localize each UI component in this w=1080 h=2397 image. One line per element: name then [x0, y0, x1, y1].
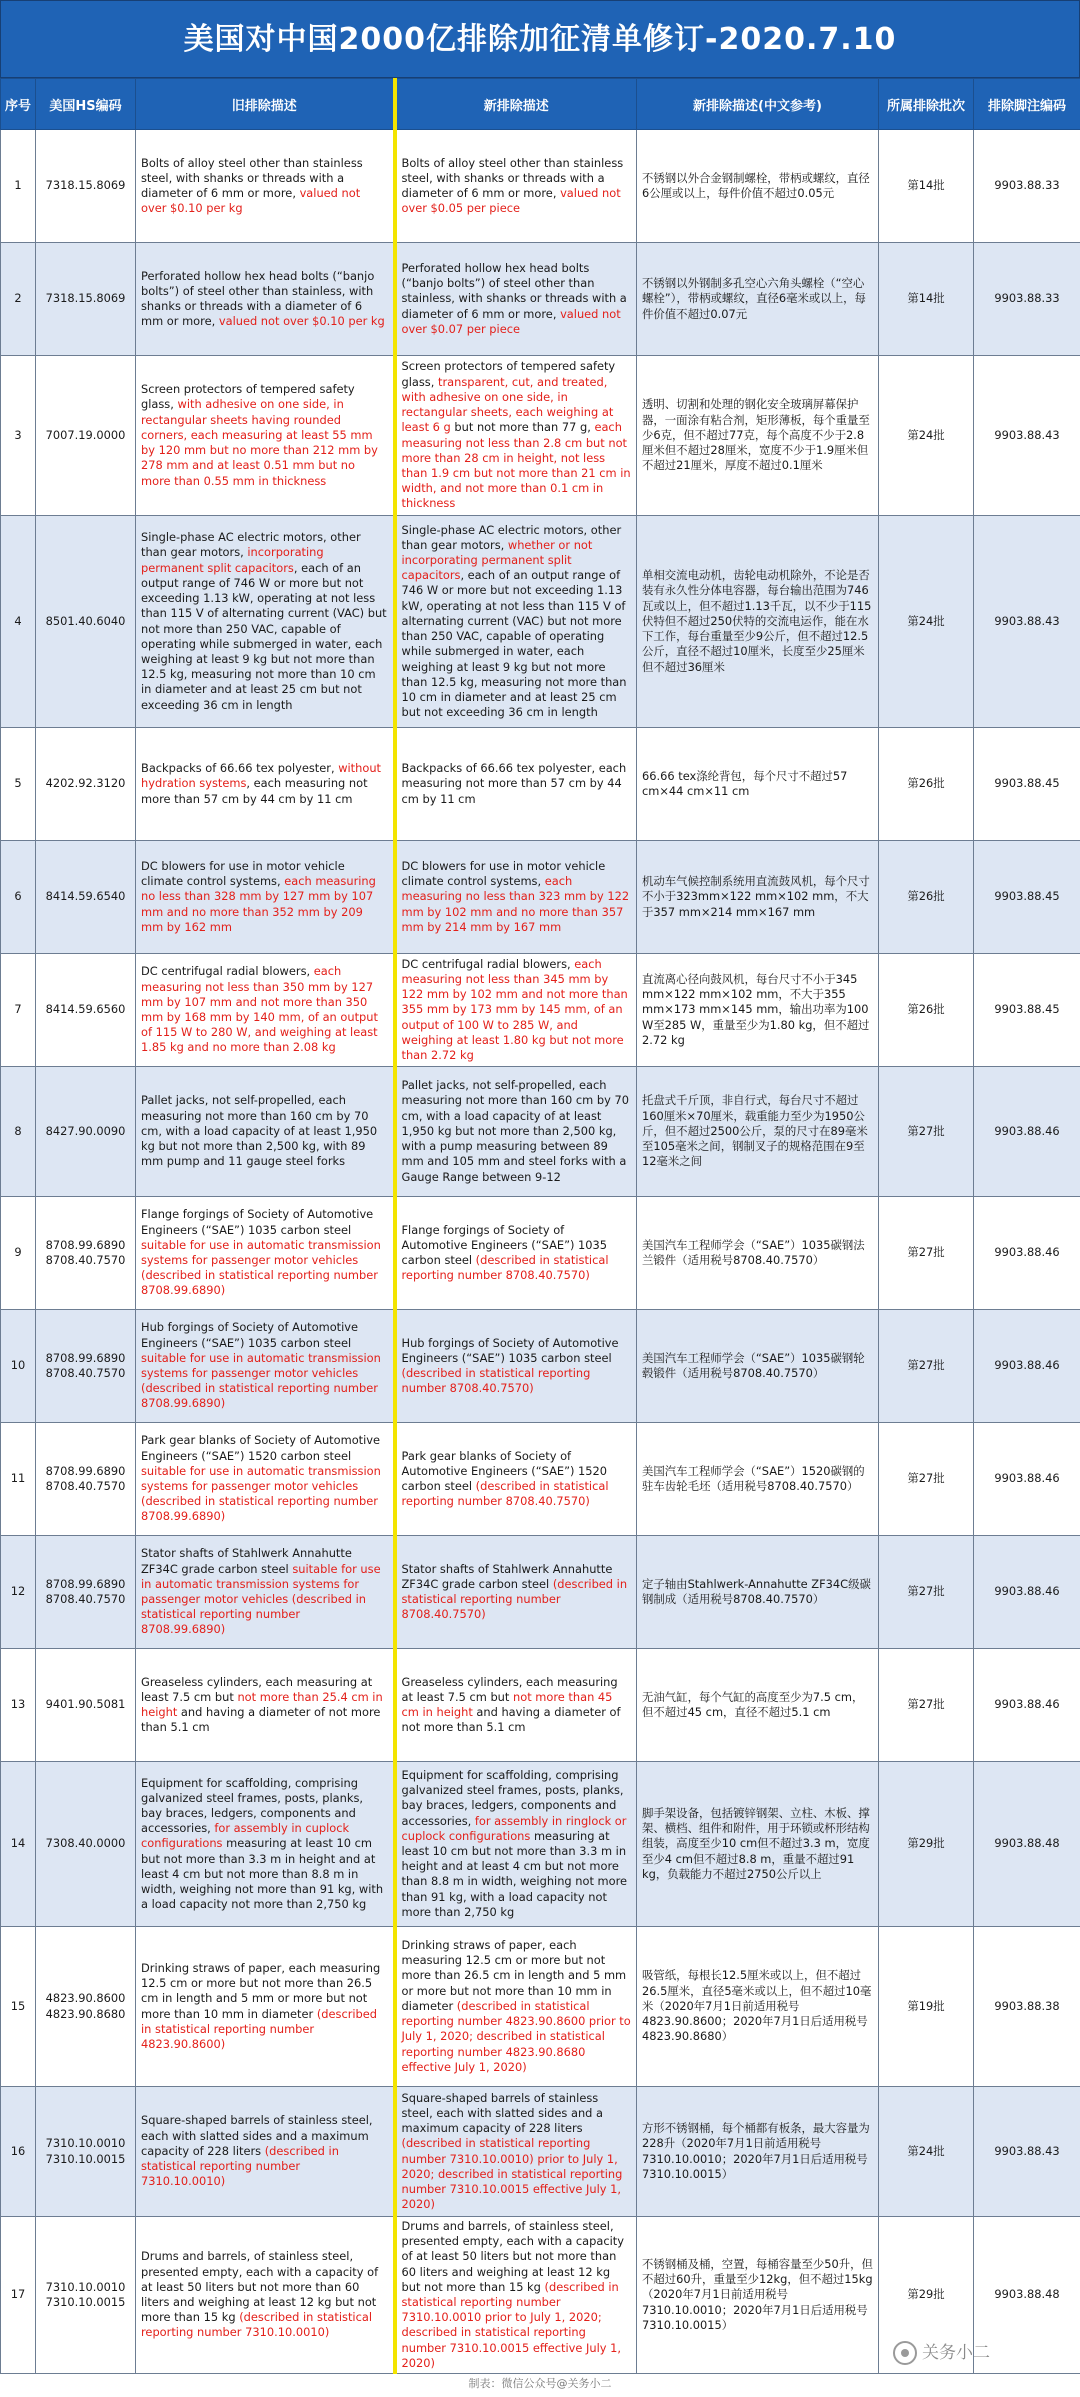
footnote-code: 9903.88.46 [974, 1197, 1080, 1310]
table-row [1, 1536, 1080, 1649]
new-description-cn: 方形不锈钢桶，每个桶都有板条，最大容量为228升（2020年7月1日前适用税号7310.10.0010；2020年7月1日后适用税号7310.10.0015） [637, 2087, 879, 2217]
new-description-cn: 脚手架设备，包括镀锌钢架、立柱、木板、撑架、横档、组件和附件，用于环锁或杯形结构组装，高度至少10 cm但不超过3.3 m，宽度至少4 cm但不超过8.8 m，重量不超过91 kg，负载能力不超过2750公斤以上 [637, 1762, 879, 1927]
changed-text: (described in statistical reporting number 8708.40.7570) [401, 1576, 628, 1622]
hs-code-cell [36, 1927, 136, 2087]
changed-text: each measuring no less than 328 mm by 127 mm by 107 mm and no more than 352 mm by 209 mm by 162 mm [141, 874, 376, 934]
hs-code-cell [36, 1536, 136, 1649]
description-text: Flange forgings of Society of Automotive Engineers (“SAE”) 1035 carbon steel [141, 1207, 374, 1237]
table-row [1, 1927, 1080, 2087]
hs-code: 7310.10.0010 [45, 2279, 126, 2294]
new-description-cn: 吸管纸，每根长12.5厘米或以上，但不超过26.5厘米，直径5毫米或以上，但不超过10毫米（2020年7月1日前适用税号4823.90.8600；2020年7月1日后适用税号4823.90.8680） [637, 1927, 879, 2087]
hs-code: 4202.92.3120 [45, 776, 126, 791]
changed-text: whether or not incorporating permanent split capacitors [401, 537, 593, 583]
hs-code-cell [36, 1762, 136, 1927]
table-row [1, 516, 1080, 728]
hs-code-cell [36, 841, 136, 954]
table-row [1, 728, 1080, 841]
footnote-code: 9903.88.46 [974, 1649, 1080, 1762]
new-description-cn: 66.66 tex涤纶背包，每个尺寸不超过57 cm×44 cm×11 cm [637, 728, 879, 841]
table-row [1, 130, 1080, 243]
old-description [136, 356, 395, 516]
row-number: 14 [1, 1762, 36, 1927]
description-text: DC centrifugal radial blowers, [401, 956, 575, 971]
table-row [1, 2087, 1080, 2217]
hs-code-cell [36, 1423, 136, 1536]
watermark [893, 2338, 1073, 2368]
batch: 第27批 [879, 1067, 974, 1197]
hs-code: 8708.99.6890 [45, 1350, 126, 1365]
changed-text: incorporating permanent split capacitors [141, 545, 324, 575]
old-description [136, 1197, 395, 1310]
row-number: 13 [1, 1649, 36, 1762]
footer-credit: 制表：微信公众号@关务小二 [468, 2377, 612, 2390]
changed-text: (described in statistical reporting number 4823.90.8600) [141, 2006, 378, 2051]
description-text: Backpacks of 66.66 tex polyester, each measuring not more than 57 cm by 44 cm by 11 cm [401, 761, 627, 806]
description-text: Stator shafts of Stahlwerk Annahutte ZF34C grade carbon steel [141, 1546, 352, 1576]
changed-text: valued not over $0.07 per piece [401, 306, 621, 336]
changed-text: for assembly in cuplock configurations [141, 1821, 350, 1851]
new-description-cn: 直流离心径向鼓风机，每台尺寸不小于345 mm×122 mm×102 mm，不大于355 mm×173 mm×145 mm，输出功率为100 W至285 W，重量至少为1.80 kg，但不超过2.72 kg [637, 954, 879, 1067]
footnote-code: 9903.88.43 [974, 2087, 1080, 2217]
old-description [136, 1927, 395, 2087]
description-text: DC blowers for use in motor vehicle climate control systems, [141, 858, 345, 889]
description-text: DC centrifugal radial blowers, [141, 964, 314, 979]
footnote-code: 9903.88.48 [974, 2217, 1080, 2374]
footnote-code: 9903.88.45 [974, 728, 1080, 841]
new-description-cn: 美国汽车工程师学会（“SAE”）1520碳钢的驻车齿轮毛坯（适用税号8708.40.7570） [637, 1423, 879, 1536]
new-description [395, 1927, 637, 2087]
hs-code: 4823.90.8600 [45, 1991, 126, 2006]
hs-code: 8708.99.6890 [45, 1463, 126, 1478]
description-text: Screen protectors of tempered safety glass, [141, 382, 355, 412]
description-text: Hub forgings of Society of Automotive Engineers (“SAE”) 1035 carbon steel [141, 1320, 359, 1350]
footnote-code: 9903.88.46 [974, 1423, 1080, 1536]
description-text: , each of an output range of 746 W or more but not exceeding 1.13 kW, operating at not less than 115 V of alternating current (VAC) but not more than 250 VAC, capable of operating while submerged in water, each weighing at least 9 kg but not more than 12.5 kg, measuring not more than 10 cm in diameter and at least 25 cm but not exceeding 36 cm in length [401, 568, 627, 720]
description-text: Drinking straws of paper, each measuring 12.5 cm or more but not more than 26.5 cm in length and 5 mm or more but not more than 10 mm in diameter [401, 1938, 627, 2013]
changed-text: (described in statistical reporting number 8708.40.7570) [401, 1253, 609, 1283]
hs-code: 8501.40.6040 [45, 613, 126, 628]
changed-text: (described in statistical reporting number 8708.40.7570) [401, 1479, 609, 1509]
old-description [136, 1649, 395, 1762]
footnote-code: 9903.88.45 [974, 954, 1080, 1067]
hs-code: 8427.90.0090 [45, 1123, 126, 1138]
new-description [395, 1423, 637, 1536]
description-text: Perforated hollow hex head bolts (“banjo bolts”) of steel other than stainless, with shanks or threads with a diameter of 6 mm or more, [141, 268, 375, 329]
hs-code: 7310.10.0015 [45, 2151, 126, 2166]
footnote-code: 9903.88.38 [974, 1927, 1080, 2087]
description-text: and having a diameter of not more than 5.1 cm [141, 1705, 381, 1735]
batch: 第14批 [879, 243, 974, 356]
changed-text: (described in statistical reporting number 7310.10.0010 prior to July 1, 2020; described in statistical reporting number 7310.10.0015 effective July 1, 2020) [401, 2279, 622, 2370]
old-description [136, 1067, 395, 1197]
hs-code-cell [36, 728, 136, 841]
hs-code: 7318.15.8069 [45, 178, 126, 193]
new-description-cn: 美国汽车工程师学会（“SAE”）1035碳钢轮毂锻件（适用税号8708.40.7570） [637, 1310, 879, 1423]
new-description-cn: 透明、切割和处理的钢化安全玻璃屏幕保护器，一面涂有粘合剂，矩形薄板，每个重量至少6克，但不超过77克，每个高度不少于2.8厘米但不超过28厘米，宽度不少于1.9厘米但不超过21厘米，厚度不超过0.1厘米 [637, 356, 879, 516]
table-header-row [1, 79, 1080, 130]
batch: 第19批 [879, 1927, 974, 2087]
old-description [136, 841, 395, 954]
description-text: Stator shafts of Stahlwerk Annahutte ZF34C grade carbon steel [401, 1561, 613, 1591]
footnote-code: 9903.88.43 [974, 356, 1080, 516]
new-description-cn: 不锈钢以外合金钢制螺栓，带柄或螺纹，直径6公厘或以上，每件价值不超过0.05元 [637, 130, 879, 243]
row-number: 10 [1, 1310, 36, 1423]
hs-code: 8414.59.6560 [45, 1002, 126, 1017]
old-description [136, 516, 395, 728]
description-text: Flange forgings of Society of Automotive Engineers (“SAE”) 1035 carbon steel [401, 1222, 608, 1267]
new-description [395, 2217, 637, 2374]
row-number: 11 [1, 1423, 36, 1536]
table-row [1, 356, 1080, 516]
new-description-cn: 托盘式千斤顶，非自行式，每台尺寸不超过160厘米×70厘米，载重能力至少为1950公斤，但不超过2500公斤，泵的尺寸在89毫米至105毫米之间，钢制叉子的规格范围在9至12毫米之间 [637, 1067, 879, 1197]
description-text: Drinking straws of paper, each measuring 12.5 cm or more but not more than 26.5 cm in length and 5 mm or more but not more than 10 mm in diameter [141, 1960, 381, 2021]
table-row [1, 243, 1080, 356]
description-text: Park gear blanks of Society of Automotive Engineers (“SAE”) 1520 carbon steel [401, 1448, 608, 1493]
changed-text: (described in statistical reporting number 4823.90.8600 prior to July 1, 2020; described in statistical reporting number 4823.90.8680 effective July 1, 2020) [401, 1998, 631, 2074]
hs-code-cell [36, 2087, 136, 2217]
changed-text: without hydration systems [141, 761, 382, 791]
batch: 第26批 [879, 841, 974, 954]
new-description [395, 841, 637, 954]
description-text: measuring at least 10 cm but not more than 3.3 m in height and at least 4 cm but not more than 8.8 m in width, weighing not more than 91 kg, with a load capacity not more than 2,750 kg [401, 1828, 628, 1919]
batch: 第27批 [879, 1649, 974, 1762]
changed-text: each measuring not less than 345 mm by 122 mm by 102 mm and not more than 355 mm by 173 mm by 145 mm, of an output of 100 W to 285 W, and weighing at least 1.80 kg but not more than 2.72 kg [401, 956, 628, 1062]
page-title: 美国对中国2000亿排除加征清单修订-2020.7.10 [0, 0, 1080, 78]
header-batch: 所属排除批次 [879, 79, 974, 130]
old-description [136, 243, 395, 356]
description-text: Greaseless cylinders, each measuring at least 7.5 cm but [401, 1674, 618, 1704]
description-text: Pallet jacks, not self-propelled, each measuring not more than 160 cm by 70 cm, with a load capacity of at least 1,950 kg but not more than 2,500 kg, with 89 mm pump and 11 gauge steel forks [141, 1093, 378, 1169]
old-description [136, 1762, 395, 1927]
header-old-description: 旧排除描述 [136, 79, 395, 130]
batch: 第24批 [879, 516, 974, 728]
changed-text: each measuring not less than 350 mm by 127 mm by 107 mm and not more than 350 mm by 168 mm by 140 mm, of an output of 115 W to 280 W, and weighing at least 1.85 kg and no more than 2.08 kg [141, 964, 378, 1055]
changed-text: valued not over $0.10 per kg [141, 186, 361, 216]
table-row [1, 1649, 1080, 1762]
footnote-code: 9903.88.45 [974, 841, 1080, 954]
new-description [395, 1649, 637, 1762]
hs-code: 7318.15.8069 [45, 291, 126, 306]
hs-code: 8708.40.7570 [45, 1592, 126, 1606]
row-number: 6 [1, 841, 36, 954]
description-text: Drums and barrels, of stainless steel, presented empty, each with a capacity of at least 50 liters but not more than 60 liters and weighing at least 12 kg but not more than 15 kg [141, 2249, 379, 2325]
table-row [1, 1067, 1080, 1197]
hs-code-cell [36, 1197, 136, 1310]
footnote-code: 9903.88.33 [974, 130, 1080, 243]
exclusion-table [0, 78, 1080, 2374]
footnote-code: 9903.88.46 [974, 1536, 1080, 1649]
hs-code: 7308.40.0000 [45, 1836, 126, 1851]
description-text: Single-phase AC electric motors, other than gear motors, [141, 530, 361, 560]
row-number: 4 [1, 516, 36, 728]
header-hs-code: 美国HS编码 [36, 79, 136, 130]
old-description [136, 2087, 395, 2217]
row-number: 3 [1, 356, 36, 516]
new-description [395, 954, 637, 1067]
old-description [136, 954, 395, 1067]
hs-code: 7310.10.0015 [45, 2295, 126, 2310]
changed-text: each measuring not less than 2.8 cm but not more than 28 cm in height, not less than 1.9 cm but not more than 21 cm in width, and not more than 0.1 cm in thickness [401, 420, 631, 511]
description-text: but not more than 77 g, [450, 420, 595, 435]
description-text: Equipment for scaffolding, comprising galvanized steel frames, posts, planks, bay braces, ledgers, components and accessories, [141, 1775, 363, 1836]
row-number: 17 [1, 2217, 36, 2374]
hs-code-cell [36, 243, 136, 356]
hs-code: 8708.40.7570 [45, 1479, 126, 1493]
row-number: 7 [1, 954, 36, 1067]
new-description [395, 728, 637, 841]
hs-code-cell [36, 1649, 136, 1762]
changed-text: (described in statistical reporting number 7310.10.0010) prior to July 1, 2020; described in statistical reporting number 7310.10.0015 effective July 1, 2020) [401, 2136, 623, 2212]
changed-text: not more than 25.4 cm in height [141, 1689, 383, 1719]
row-number: 8 [1, 1067, 36, 1197]
description-text: and having a diameter of not more than 5.1 cm [401, 1705, 621, 1735]
hs-code-cell [36, 1310, 136, 1423]
hs-code: 7310.10.0010 [45, 2136, 126, 2151]
row-number: 1 [1, 130, 36, 243]
description-text: Park gear blanks of Society of Automotive Engineers (“SAE”) 1520 carbon steel [141, 1433, 381, 1463]
changed-text: not more than 45 cm in height [401, 1689, 613, 1719]
hs-code: 8708.99.6890 [45, 1237, 126, 1252]
changed-text: suitable for use in automatic transmission systems for passenger motor vehicles (described in statistical reporting number 8708.99.6890) [141, 1463, 381, 1524]
batch: 第24批 [879, 2087, 974, 2217]
description-text: Equipment for scaffolding, comprising galvanized steel frames, posts, planks, bay braces, ledgers, components and accessories, [401, 1767, 624, 1828]
footnote-code: 9903.88.46 [974, 1067, 1080, 1197]
row-number: 9 [1, 1197, 36, 1310]
hs-code: 8414.59.6540 [45, 889, 126, 904]
description-text: Square-shaped barrels of stainless steel, each with slatted sides and a maximum capacity of 228 liters [141, 2113, 373, 2158]
hs-code: 4823.90.8680 [45, 2006, 126, 2021]
description-text: Bolts of alloy steel other than stainless steel, with shanks or threads with a diameter of 6 mm or more, [141, 155, 363, 200]
new-description [395, 1310, 637, 1423]
description-text: , each of an output range of 746 W or more but not exceeding 1.13 kW, operating at not less than 115 V of alternating current (VAC) but not more than 250 VAC, capable of operating while submerged in water, each weighing at least 9 kg but not more than 12.5 kg, measuring not more than 10 cm in diameter and at least 25 cm but not exceeding 36 cm in length [141, 560, 387, 712]
changed-text: (described in statistical reporting number 7310.10.0010) [141, 2143, 339, 2189]
description-text: Pallet jacks, not self-propelled, each measuring not more than 160 cm by 70 cm, with a load capacity of at least 1,950 kg but not more than 2,500 kg, with a pump measuring between 89 mm and 105 mm and steel forks with a Gauge Range between 9-12 [401, 1078, 629, 1184]
old-description [136, 1536, 395, 1649]
batch: 第29批 [879, 1762, 974, 1927]
old-description [136, 1310, 395, 1423]
table-row [1, 954, 1080, 1067]
old-description [136, 728, 395, 841]
new-description [395, 1067, 637, 1197]
batch: 第27批 [879, 1197, 974, 1310]
hs-code-cell [36, 356, 136, 516]
old-description [136, 2217, 395, 2374]
description-text: measuring at least 10 cm but not more than 3.3 m in height and at least 4 cm but not more than 8.8 m in width, weighing not more than 91 kg, with a load capacity not more than 2,750 kg [141, 1836, 384, 1912]
new-description-cn: 单相交流电动机，齿轮电动机除外，不论是否装有永久性分体电容器，每台输出范围为746瓦或以上，但不超过1.13千瓦，以不少于115伏特但不超过250伏特的交流电运作，能在水下工作，每台重量至少9公斤，但不超过12.5公斤，直径不超过10厘米，长度至少25厘米但不超过36厘米 [637, 516, 879, 728]
row-number: 2 [1, 243, 36, 356]
footnote-code: 9903.88.43 [974, 516, 1080, 728]
new-description [395, 356, 637, 516]
changed-text: suitable for use in automatic transmission systems for passenger motor vehicles (described in statistical reporting number 8708.99.6890) [141, 1237, 381, 1298]
new-description [395, 1536, 637, 1649]
new-description [395, 2087, 637, 2217]
description-text: DC blowers for use in motor vehicle climate control systems, [401, 858, 606, 889]
watermark-text: 关务小二 [922, 2343, 990, 2363]
changed-text: valued not over $0.10 per kg [218, 314, 385, 329]
header-no: 序号 [1, 79, 36, 130]
old-description [136, 1423, 395, 1536]
changed-text: suitable for use in automatic transmission systems for passenger motor vehicles (described in statistical reporting number 8708.99.6890) [141, 1350, 381, 1411]
batch: 第27批 [879, 1310, 974, 1423]
row-number: 15 [1, 1927, 36, 2087]
hs-code: 9401.90.5081 [45, 1697, 126, 1712]
description-text: Single-phase AC electric motors, other than gear motors, [401, 522, 622, 552]
footnote-code: 9903.88.33 [974, 243, 1080, 356]
hs-code-cell [36, 954, 136, 1067]
header-new-description-cn: 新排除描述(中文参考) [637, 79, 879, 130]
description-text: Greaseless cylinders, each measuring at least 7.5 cm but [141, 1674, 373, 1704]
batch: 第14批 [879, 130, 974, 243]
row-number: 12 [1, 1536, 36, 1649]
new-description-cn: 无油气缸，每个气缸的高度至少为7.5 cm，但不超过45 cm，直径不超过5.1 cm [637, 1649, 879, 1762]
batch: 第27批 [879, 1423, 974, 1536]
batch: 第24批 [879, 356, 974, 516]
new-description-cn: 不锈钢桶及桶，空置，每桶容量至少50升，但不超过60升，重量至少12kg，但不超过15kg（2020年7月1日前适用税号7310.10.0010；2020年7月1日后适用税号7310.10.0015） [637, 2217, 879, 2374]
table-row [1, 841, 1080, 954]
changed-text: with adhesive on one side, in rectangular sheets having rounded corners, each measuring at least 55 mm by 120 mm but no more than 212 mm by 278 mm and at least 0.51 mm but no more than 0.55 mm in thickness [141, 397, 378, 488]
new-description [395, 516, 637, 728]
hs-code-cell [36, 1067, 136, 1197]
changed-text: (described in statistical reporting number 7310.10.0010) [141, 2310, 373, 2340]
wechat-icon [893, 2341, 917, 2365]
description-text: Square-shaped barrels of stainless steel, each with slatted sides and a maximum capacity of 228 liters [401, 2090, 603, 2136]
description-text: Perforated hollow hex head bolts (“banjo bolts”) of steel other than stainless, with shanks or threads with a diameter of 6 mm or more, [401, 260, 627, 321]
hs-code: 8708.40.7570 [45, 1366, 126, 1380]
description-text: Bolts of alloy steel other than stainless steel, with shanks or threads with a diameter of 6 mm or more, [401, 155, 624, 200]
table-row [1, 1197, 1080, 1310]
description-text: Screen protectors of tempered safety glass, [401, 359, 616, 389]
header-new-description: 新排除描述 [395, 79, 637, 130]
batch: 第26批 [879, 954, 974, 1067]
changed-text: suitable for use in automatic transmission systems for passenger motor vehicles (described in statistical reporting number 8708.99.6890) [141, 1561, 381, 1637]
description-text: Hub forgings of Society of Automotive Engineers (“SAE”) 1035 carbon steel [401, 1335, 619, 1365]
changed-text: valued not over $0.05 per piece [401, 186, 621, 216]
changed-text: each measuring no less than 323 mm by 122 mm by 102 mm and no more than 357 mm by 214 mm by 167 mm [401, 874, 630, 934]
footnote-code: 9903.88.48 [974, 1762, 1080, 1927]
batch: 第26批 [879, 728, 974, 841]
new-description-cn: 机动车气候控制系统用直流鼓风机，每个尺寸不小于323mm×122 mm×102 mm，不大于357 mm×214 mm×167 mm [637, 841, 879, 954]
description-text: Drums and barrels, of stainless steel, presented empty, each with a capacity of at least 50 liters but not more than 60 liters and weighing at least 12 kg but not more than 15 kg [401, 2219, 625, 2294]
description-text: Backpacks of 66.66 tex polyester, [141, 761, 339, 776]
batch: 第29批 [879, 2217, 974, 2374]
table-row [1, 1762, 1080, 1927]
hs-code: 8708.99.6890 [45, 1576, 126, 1591]
description-text: , each measuring not more than 57 cm by 44 cm by 11 cm [141, 776, 368, 806]
new-description-cn: 美国汽车工程师学会（“SAE”）1035碳钢法兰锻件（适用税号8708.40.7570） [637, 1197, 879, 1310]
new-description [395, 243, 637, 356]
row-number: 5 [1, 728, 36, 841]
hs-code-cell [36, 2217, 136, 2374]
table-row [1, 1310, 1080, 1423]
row-number: 16 [1, 2087, 36, 2217]
new-description-cn: 不锈钢以外钢制多孔空心六角头螺栓（“空心螺栓”），带柄或螺纹，直径6毫米或以上，每件价值不超过0.07元 [637, 243, 879, 356]
new-description [395, 1197, 637, 1310]
hs-code-cell [36, 130, 136, 243]
header-footnote-code: 排除脚注编码 [974, 79, 1080, 130]
table-row [1, 1423, 1080, 1536]
changed-text: transparent, cut, and treated, with adhesive on one side, in rectangular sheets, each weighing at least 6 g [401, 374, 614, 435]
batch: 第27批 [879, 1536, 974, 1649]
old-description [136, 130, 395, 243]
new-description [395, 130, 637, 243]
hs-code-cell [36, 516, 136, 728]
footnote-code: 9903.88.46 [974, 1310, 1080, 1423]
new-description-cn: 定子轴由Stahlwerk-Annahutte ZF34C级碳钢制成（适用税号8708.40.7570） [637, 1536, 879, 1649]
changed-text: for assembly in ringlock or cuplock configurations [401, 1813, 627, 1843]
new-description [395, 1762, 637, 1927]
changed-text: (described in statistical reporting number 8708.40.7570) [401, 1366, 591, 1396]
hs-code: 7007.19.0000 [45, 427, 126, 442]
hs-code: 8708.40.7570 [45, 1253, 126, 1267]
